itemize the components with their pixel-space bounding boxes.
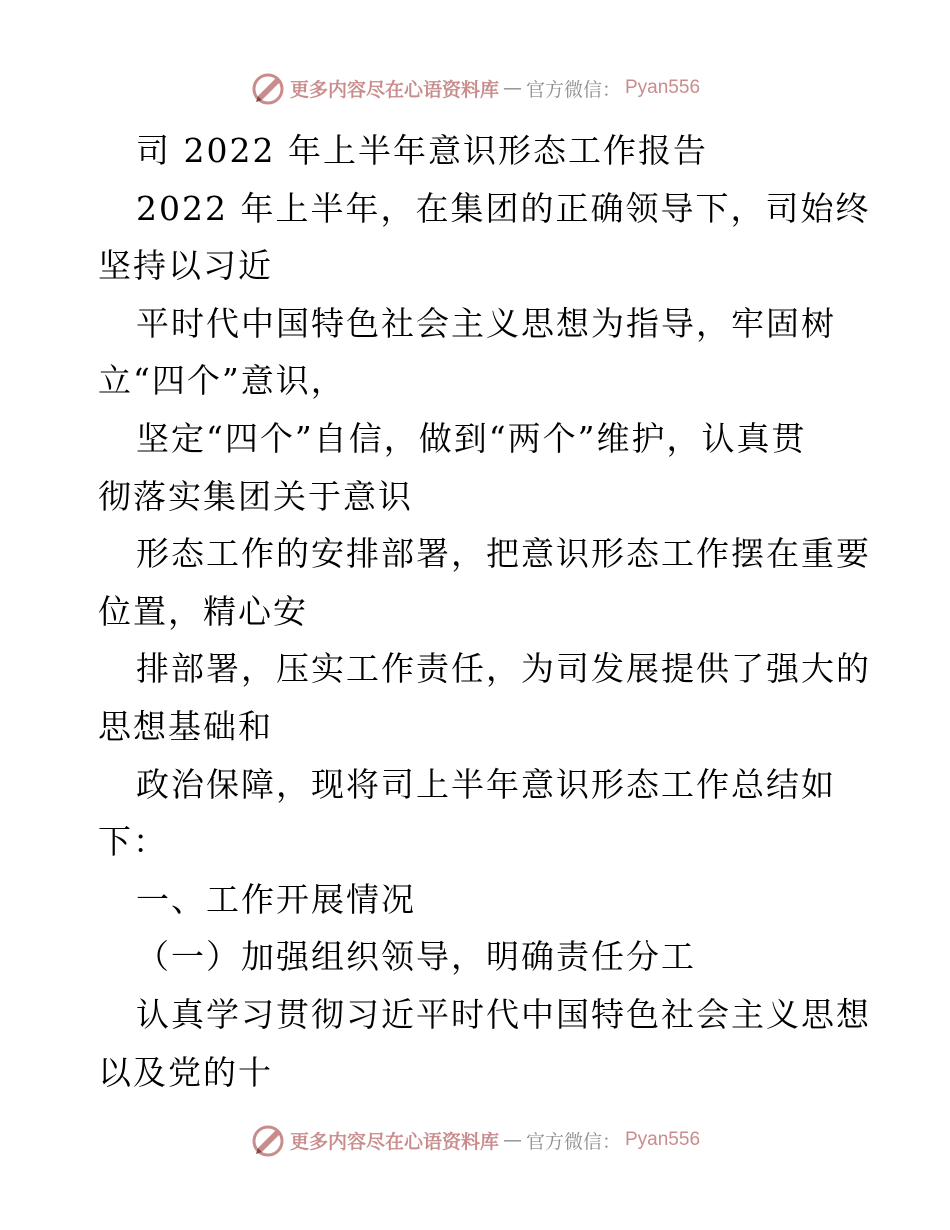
- text-line: 司 2022 年上半年意识形态工作报告: [136, 131, 708, 170]
- text-line: 2022 年上半年，在集团的正确领导下，司始终: [136, 188, 871, 228]
- text-line: 政治保障，现将司上半年意识形态工作总结如: [136, 764, 836, 804]
- banner-main-text: 更多内容尽在心语资料库: [289, 78, 499, 101]
- text-line: 下：: [98, 822, 168, 862]
- text-line: 平时代中国特色社会主义思想为指导，牢固树: [136, 303, 836, 343]
- text-line: 位置，精心安: [98, 591, 308, 631]
- banner-sub-text: 官方微信：: [525, 1130, 621, 1153]
- text-line: 以及党的十: [98, 1052, 273, 1092]
- text-line: 坚持以习近: [98, 246, 273, 286]
- pen-logo-icon: [250, 1122, 286, 1158]
- text-line: 立“四个”意识，: [98, 361, 346, 401]
- banner-dash: —: [502, 1129, 522, 1151]
- footer-watermark-banner: [0, 1122, 950, 1158]
- text-line: 彻落实集团关于意识: [98, 476, 413, 516]
- banner-sub-text: 官方微信：: [525, 78, 621, 101]
- text-line: 思想基础和: [98, 706, 273, 746]
- document-body: [98, 122, 871, 1101]
- text-line: 形态工作的安排部署，把意识形态工作摆在重要: [136, 534, 871, 574]
- text-line: 一、工作开展情况: [136, 879, 416, 919]
- text-line: 认真学习贯彻习近平时代中国特色社会主义思想: [136, 994, 871, 1034]
- banner-dash: —: [502, 77, 522, 99]
- text-line: （一）加强组织领导，明确责任分工: [136, 937, 696, 977]
- banner-main-text: 更多内容尽在心语资料库: [289, 1130, 499, 1153]
- banner-wechat-id: Pyan556: [625, 77, 701, 98]
- text-line: 坚定“四个”自信，做到“两个”维护，认真贯: [136, 418, 807, 458]
- text-line: 排部署，压实工作责任，为司发展提供了强大的: [136, 649, 871, 689]
- header-watermark-banner: [0, 70, 950, 106]
- banner-wechat-id: Pyan556: [625, 1129, 701, 1150]
- pen-logo-icon: [250, 70, 286, 106]
